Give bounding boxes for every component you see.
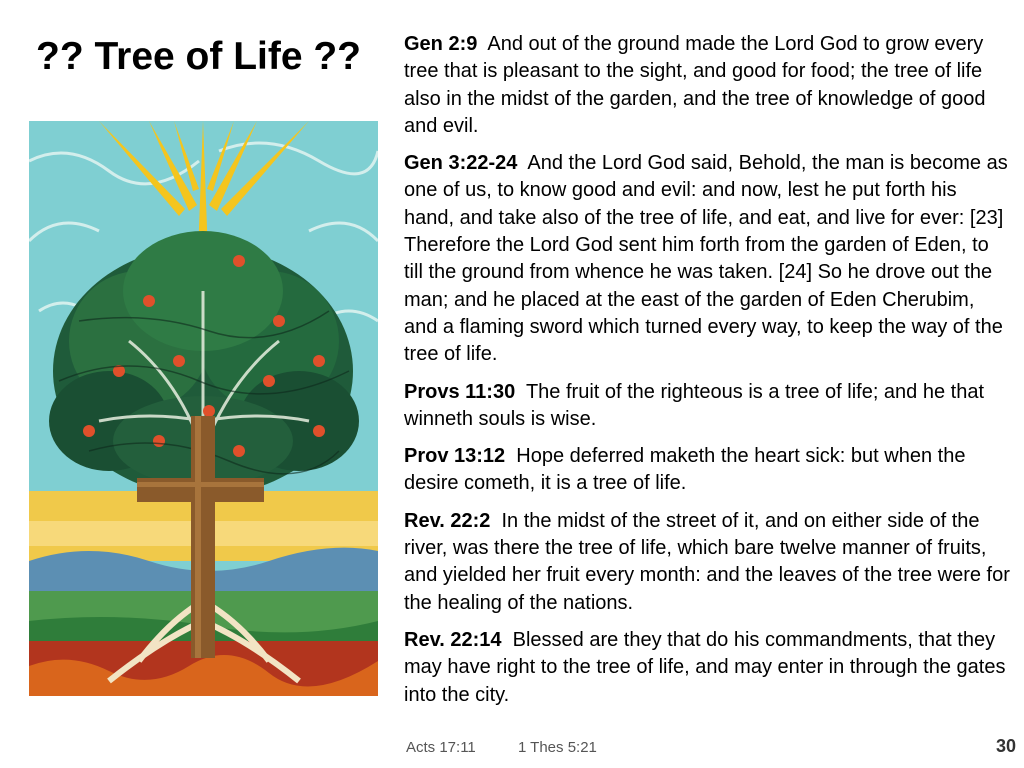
verse-reference: Rev. 22:2 [404,509,491,532]
verse-reference: Rev. 22:14 [404,628,502,651]
verse-text: And out of the ground made the Lord God to grow every tree that is pleasant to the sight, and good for food; the tree of life also in the midst of the garden, and the tree of knowledge of good and evil. [404,33,986,137]
verse-provs-11-30 [404,379,1012,434]
slide-title: ?? Tree of Life ?? [36,35,362,78]
verse-list [404,31,1012,719]
footer-references [406,739,635,756]
verse-reference: Gen 2:9 [404,33,478,55]
verse-text: The fruit of the righteous is a tree of life; and he that winneth souls is wise. [404,380,985,430]
verse-reference: Prov 13:12 [404,445,506,468]
verse-reference: Gen 3:22-24 [404,152,518,175]
verse-reference: Provs 11:30 [404,380,516,403]
verse-prov-13-12 [404,443,1012,498]
verse-text: Blessed are they that do his commandments, that they may have right to the tree of life, and may enter in through the gates into the city. [404,628,1006,706]
verse-gen-3-22-24 [404,150,1012,368]
footer-acts-ref: Acts 17:11 [406,739,476,756]
stained-glass-image [29,121,378,696]
verse-rev-22-14 [404,627,1012,709]
verse-rev-22-2 [404,508,1012,617]
verse-text: Hope deferred maketh the heart sick: but when the desire cometh, it is a tree of life. [404,445,966,495]
verse-text: In the midst of the street of it, and on either side of the river, was there the tree of life, which bare twelve manner of fruits, and yielded her fruit every month: and the leaves of the tree were for the healing of the nations. [404,509,1010,614]
page-number: 30 [995,736,1016,756]
verse-gen-2-9 [404,31,1012,140]
footer-thes-ref: 1 Thes 5:21 [517,739,597,756]
verse-text: And the Lord God said, Behold, the man is become as one of us, to know good and evil: and now, lest he put forth his hand, and take also of the tree of life, and eat, and live for ever: [23] Therefore the Lord God sent him forth from the garden of Eden, to till the ground from whence he was taken. [24] So he drove out the man; and he placed at the east of the garden of Eden Cherubim, and a flaming sword which turned every way, to keep the way of the tree of life. [404,152,1008,366]
